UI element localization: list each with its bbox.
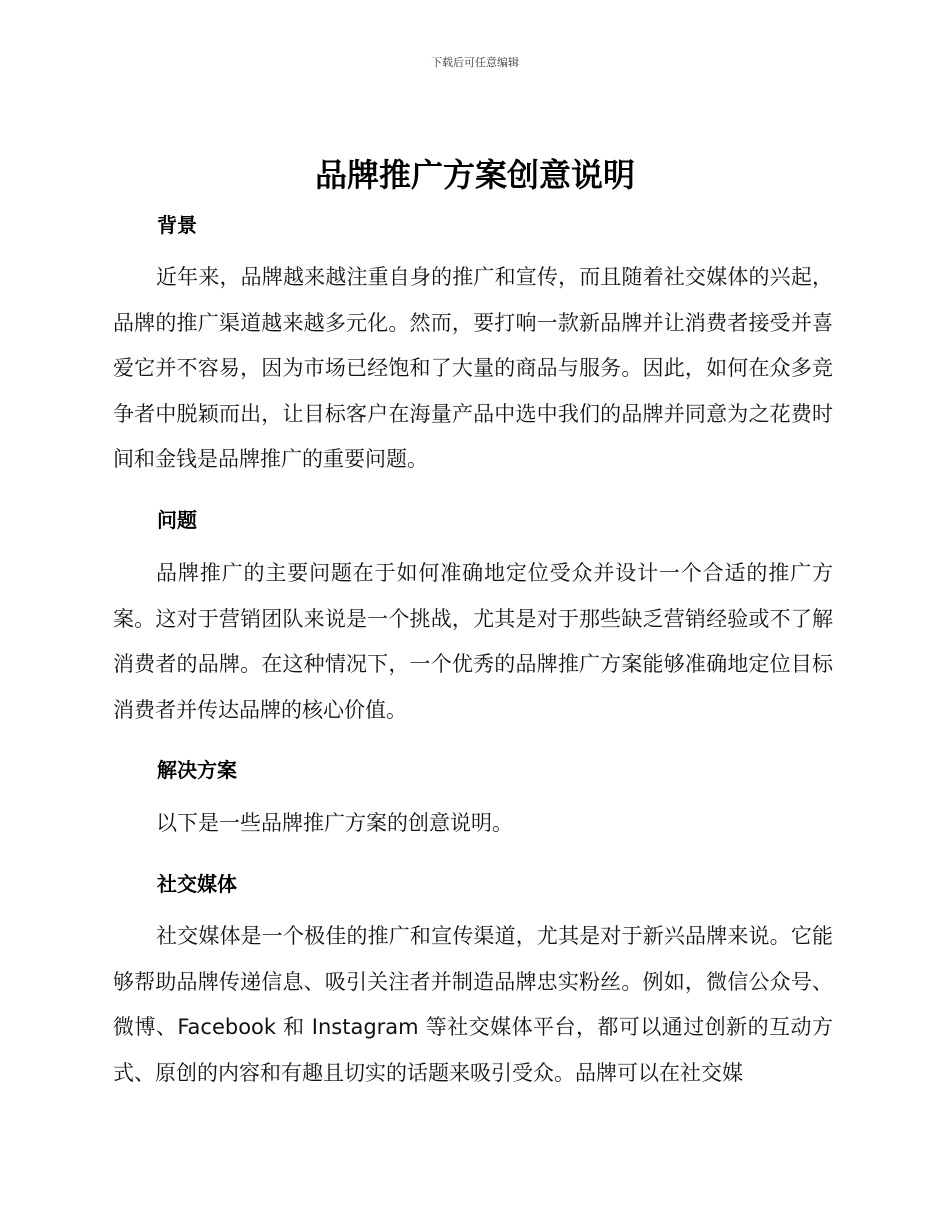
section-heading-social-media: 社交媒体 [157, 872, 237, 896]
section-paragraph-problem: 品牌推广的主要问题在于如何准确地定位受众并设计一个合适的推广方案。这对于营销团队来说是一个挑战，尤其是对于那些缺乏营销经验或不了解消费者的品牌。在这种情况下，一个优秀的品牌推广方案能够准确地定位目标消费者并传达品牌的核心价值。 [113, 561, 833, 722]
section-heading-background: 背景 [157, 213, 197, 237]
section-paragraph-social-media: 社交媒体是一个极佳的推广和宣传渠道，尤其是对于新兴品牌来说。它能够帮助品牌传递信息、吸引关注者并制造品牌忠实粉丝。例如，微信公众号、微博、Facebook 和 Instagram 等社交媒体平台，都可以通过创新的互动方式、原创的内容和有趣且切实的话题来吸引受众。品牌可以在社交媒 [113, 924, 833, 1085]
section-heading-solution: 解决方案 [157, 758, 237, 782]
page-header-note: 下载后可任意编辑 [431, 56, 519, 69]
section-paragraph-background: 近年来，品牌越来越注重自身的推广和宣传，而且随着社交媒体的兴起，品牌的推广渠道越来越多元化。然而，要打响一款新品牌并让消费者接受并喜爱它并不容易，因为市场已经饱和了大量的商品与服务。因此，如何在众多竞争者中脱颖而出，让目标客户在海量产品中选中我们的品牌并同意为之花费时间和金钱是品牌推广的重要问题。 [113, 265, 833, 471]
document-title: 品牌推广方案创意说明 [314, 156, 635, 194]
section-heading-problem: 问题 [157, 508, 197, 532]
section-paragraph-solution: 以下是一些品牌推广方案的创意说明。 [156, 811, 513, 835]
